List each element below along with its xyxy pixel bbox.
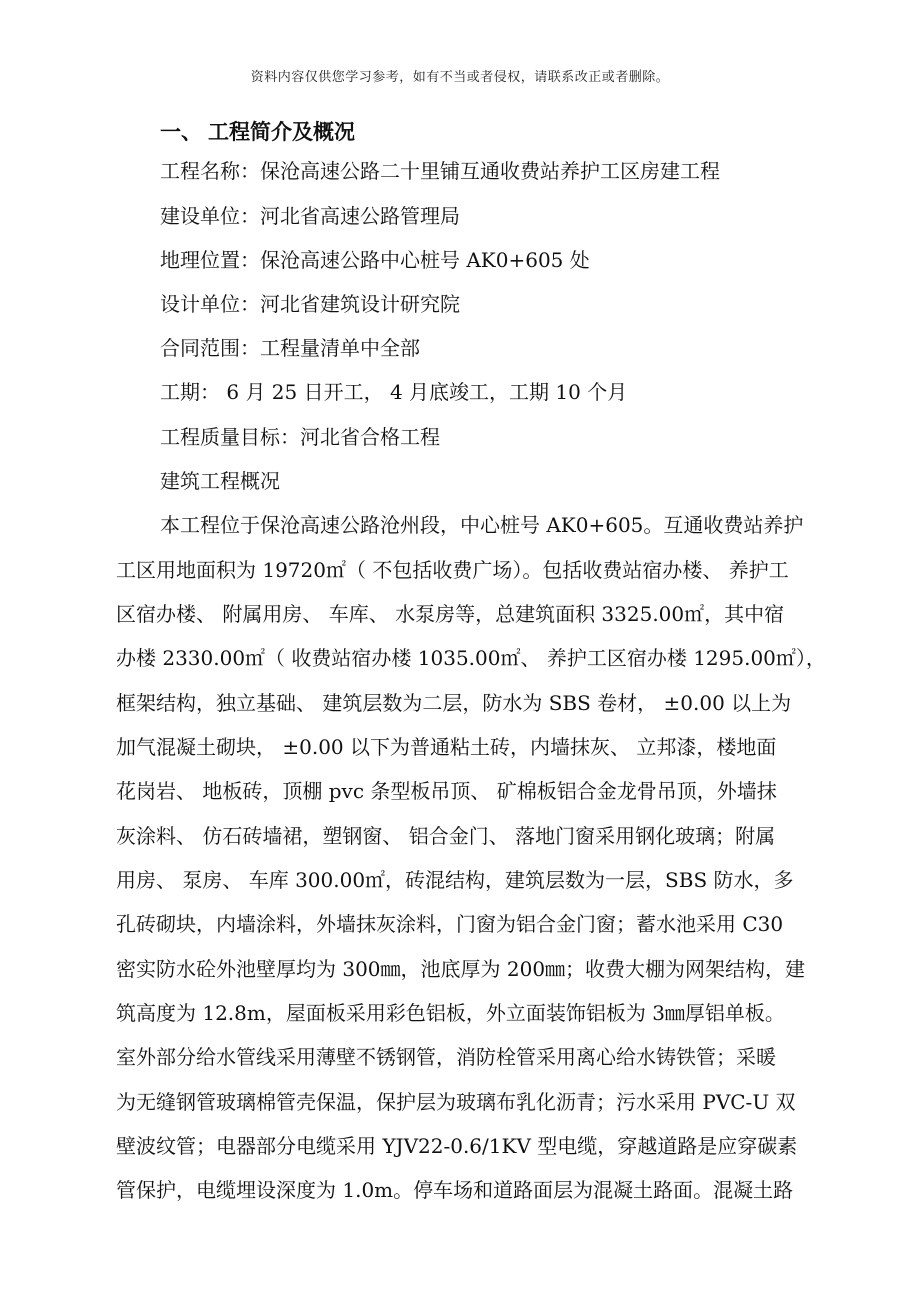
body-line: 灰涂料、 仿石砖墙裙，塑钢窗、 铝合金门、 落地门窗采用钢化玻璃；附属 — [116, 824, 776, 848]
section-number: 一、 — [160, 119, 202, 144]
header-disclaimer: 资料内容仅供您学习参考，如有不当或者侵权，请联系改正或者删除。 — [250, 70, 670, 85]
section-heading — [160, 116, 355, 146]
body-line: 加气混凝土砌块， ±0.00 以下为普通粘土砖，内墙抹灰、 立邦漆，楼地面 — [116, 735, 777, 759]
body-line: 办楼 2330.00㎡（ 收费站宿办楼 1035.00㎡、 养护工区宿办楼 1295.00㎡）， — [116, 646, 826, 670]
body-line: 本工程位于保沧高速公路沧州段，中心桩号 AK0+605。互通收费站养护 — [160, 513, 804, 537]
body-line: 筑高度为 12.8m，屋面板采用彩色铝板，外立面装饰铝板为 3㎜厚铝单板。 — [116, 1001, 785, 1025]
body-line: 室外部分给水管线采用薄壁不锈钢管，消防栓管采用离心给水铸铁管；采暖 — [116, 1045, 776, 1069]
info-duration: 工期： 6 月 25 日开工， 4 月底竣工，工期 10 个月 — [160, 380, 628, 404]
info-contract-scope: 合同范围：工程量清单中全部 — [160, 336, 420, 360]
body-line: 为无缝钢管玻璃棉管壳保温，保护层为玻璃布乳化沥青；污水采用 PVC-U 双 — [116, 1090, 796, 1114]
body-line: 壁波纹管；电器部分电缆采用 YJV22-0.6/1KV 型电缆，穿越道路是应穿碳素 — [116, 1134, 798, 1158]
subheading-building-overview: 建筑工程概况 — [160, 469, 280, 493]
body-line: 用房、 泵房、 车库 300.00㎡，砖混结构，建筑层数为一层，SBS 防水，多 — [116, 868, 794, 892]
body-line: 区宿办楼、 附属用房、 车库、 水泵房等，总建筑面积 3325.00㎡，其中宿 — [116, 602, 785, 626]
body-line: 花岗岩、 地板砖，顶棚 pvc 条型板吊顶、 矿棉板铝合金龙骨吊顶，外墙抹 — [116, 779, 777, 803]
info-owner: 建设单位：河北省高速公路管理局 — [160, 204, 460, 228]
body-line: 框架结构，独立基础、 建筑层数为二层，防水为 SBS 卷材， ±0.00 以上为 — [116, 691, 792, 715]
info-project-name: 工程名称：保沧高速公路二十里铺互通收费站养护工区房建工程 — [160, 159, 720, 183]
section-title: 工程简介及概况 — [208, 119, 355, 144]
info-designer: 设计单位：河北省建筑设计研究院 — [160, 292, 460, 316]
info-quality-target: 工程质量目标：河北省合格工程 — [160, 425, 440, 449]
body-line: 工区用地面积为 19720㎡（ 不包括收费广场）。包括收费站宿办楼、 养护工 — [116, 558, 789, 582]
body-line: 密实防水砼外池壁厚均为 300㎜，池底厚为 200㎜；收费大棚为网架结构，建 — [116, 957, 806, 981]
body-line: 管保护，电缆埋设深度为 1.0m。停车场和道路面层为混凝土路面。混凝土路 — [116, 1178, 794, 1202]
info-location: 地理位置：保沧高速公路中心桩号 AK0+605 处 — [160, 248, 590, 272]
body-line: 孔砖砌块，内墙涂料，外墙抹灰涂料，门窗为铝合金门窗；蓄水池采用 C30 — [116, 912, 784, 936]
